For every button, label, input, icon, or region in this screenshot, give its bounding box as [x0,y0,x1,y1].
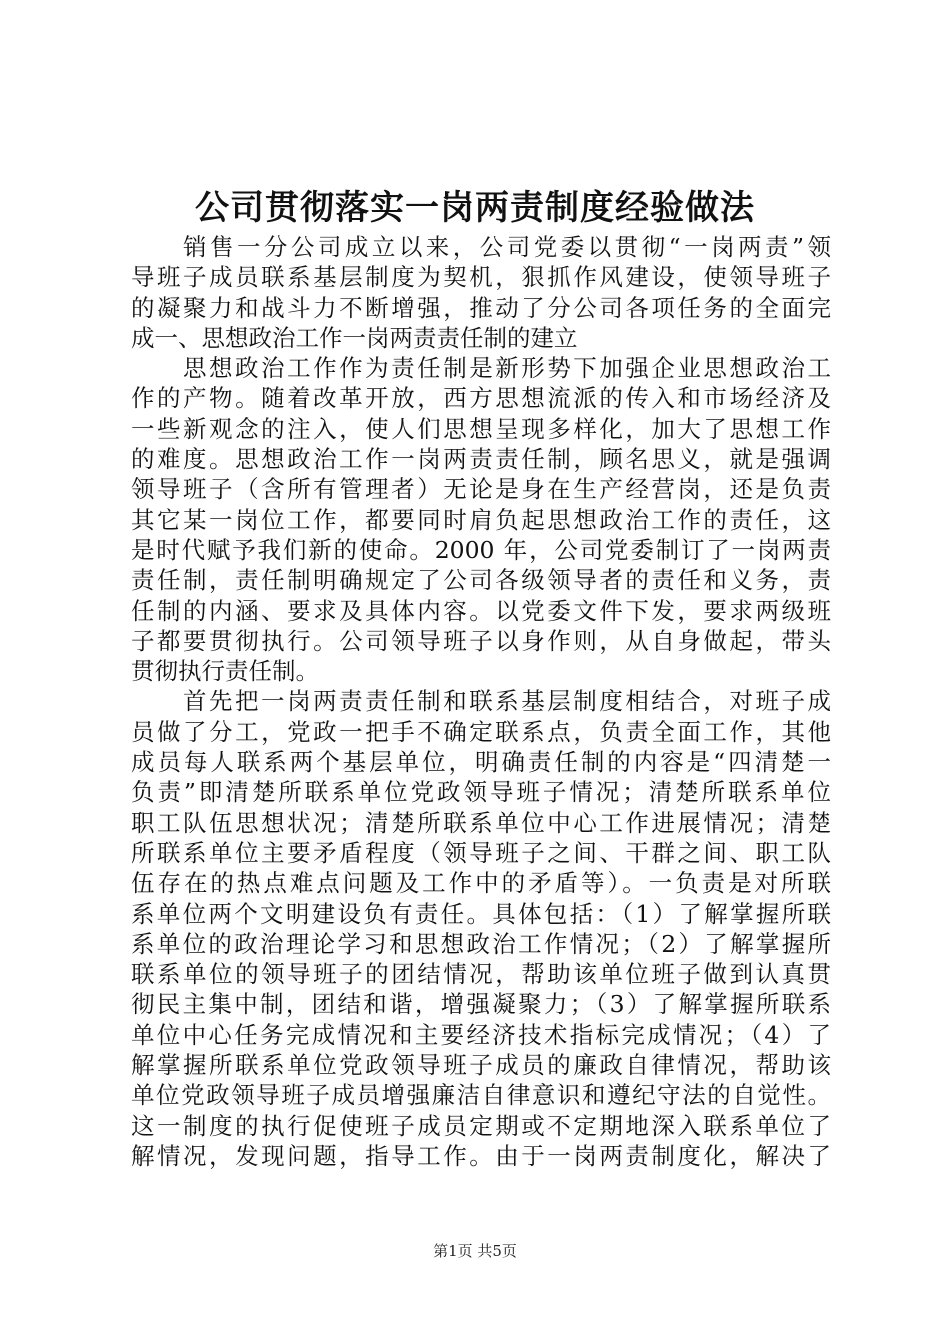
body-line: 所联系单位主要矛盾程度（领导班子之间、干群之间、职工队 [131,838,831,867]
body-line: 这一制度的执行促使班子成员定期或不定期地深入联系单位了 [131,1111,831,1140]
body-line: 单位党政领导班子成员增强廉洁自律意识和遵纪守法的自觉性。 [131,1081,831,1110]
body-line: 负责”即清楚所联系单位党政领导班子情况；清楚所联系单位 [131,778,831,807]
body-line: 系单位的政治理论学习和思想政治工作情况；（2）了解掌握所 [131,929,831,958]
body-line: 解掌握所联系单位党政领导班子成员的廉政自律情况，帮助该 [131,1051,831,1080]
body-line: 贯彻执行责任制。 [131,657,319,686]
body-line: 系单位两个文明建设负有责任。具体包括：（1）了解掌握所联 [131,899,831,928]
body-line: 首先把一岗两责责任制和联系基层制度相结合，对班子成 [183,687,831,716]
body-line: 的凝聚力和战斗力不断增强，推动了分公司各项任务的全面完 [131,293,831,322]
body-line: 成员每人联系两个基层单位，明确责任制的内容是“四清楚一 [131,748,831,777]
body-line: 彻民主集中制，团结和谐，增强凝聚力；（3）了解掌握所联系 [131,990,831,1019]
body-line: 作的产物。随着改革开放，西方思想流派的传入和市场经济及 [131,384,831,413]
body-line: 思想政治工作作为责任制是新形势下加强企业思想政治工 [183,354,831,383]
body-line: 员做了分工，党政一把手不确定联系点，负责全面工作，其他 [131,717,831,746]
body-line: 解情况，发现问题，指导工作。由于一岗两责制度化，解决了 [131,1141,831,1170]
body-line: 导班子成员联系基层制度为契机，狠抓作风建设，使领导班子 [131,263,831,292]
body-line: 的难度。思想政治工作一岗两责责任制，顾名思义，就是强调 [131,445,831,474]
body-line: 子都要贯彻执行。公司领导班子以身作则，从自身做起，带头 [131,626,831,655]
body-line: 单位中心任务完成情况和主要经济技术指标完成情况；（4）了 [131,1020,831,1049]
body-line: 是时代赋予我们新的使命。2000 年，公司党委制订了一岗两责 [131,535,831,564]
body-line: 成一、思想政治工作一岗两责责任制的建立 [131,323,578,352]
body-line: 一些新观念的注入，使人们思想呈现多样化，加大了思想工作 [131,414,831,443]
body-line: 联系单位的领导班子的团结情况，帮助该单位班子做到认真贯 [131,960,831,989]
body-line: 伍存在的热点难点问题及工作中的矛盾等）。一负责是对所联 [131,869,831,898]
body-line: 职工队伍思想状况；清楚所联系单位中心工作进展情况；清楚 [131,808,831,837]
body-line: 领导班子（含所有管理者）无论是身在生产经营岗，还是负责 [131,475,831,504]
document-title: 公司贯彻落实一岗两责制度经验做法 [195,188,755,228]
document-body [131,232,831,1171]
body-line: 其它某一岗位工作，都要同时肩负起思想政治工作的责任，这 [131,505,831,534]
body-line: 责任制，责任制明确规定了公司各级领导者的责任和义务，责 [131,566,831,595]
body-line: 任制的内涵、要求及具体内容。以党委文件下发，要求两级班 [131,596,831,625]
page-footer: 第1页 共5页 [433,1242,517,1260]
body-line: 销售一分公司成立以来，公司党委以贯彻“一岗两责”领 [183,233,831,261]
